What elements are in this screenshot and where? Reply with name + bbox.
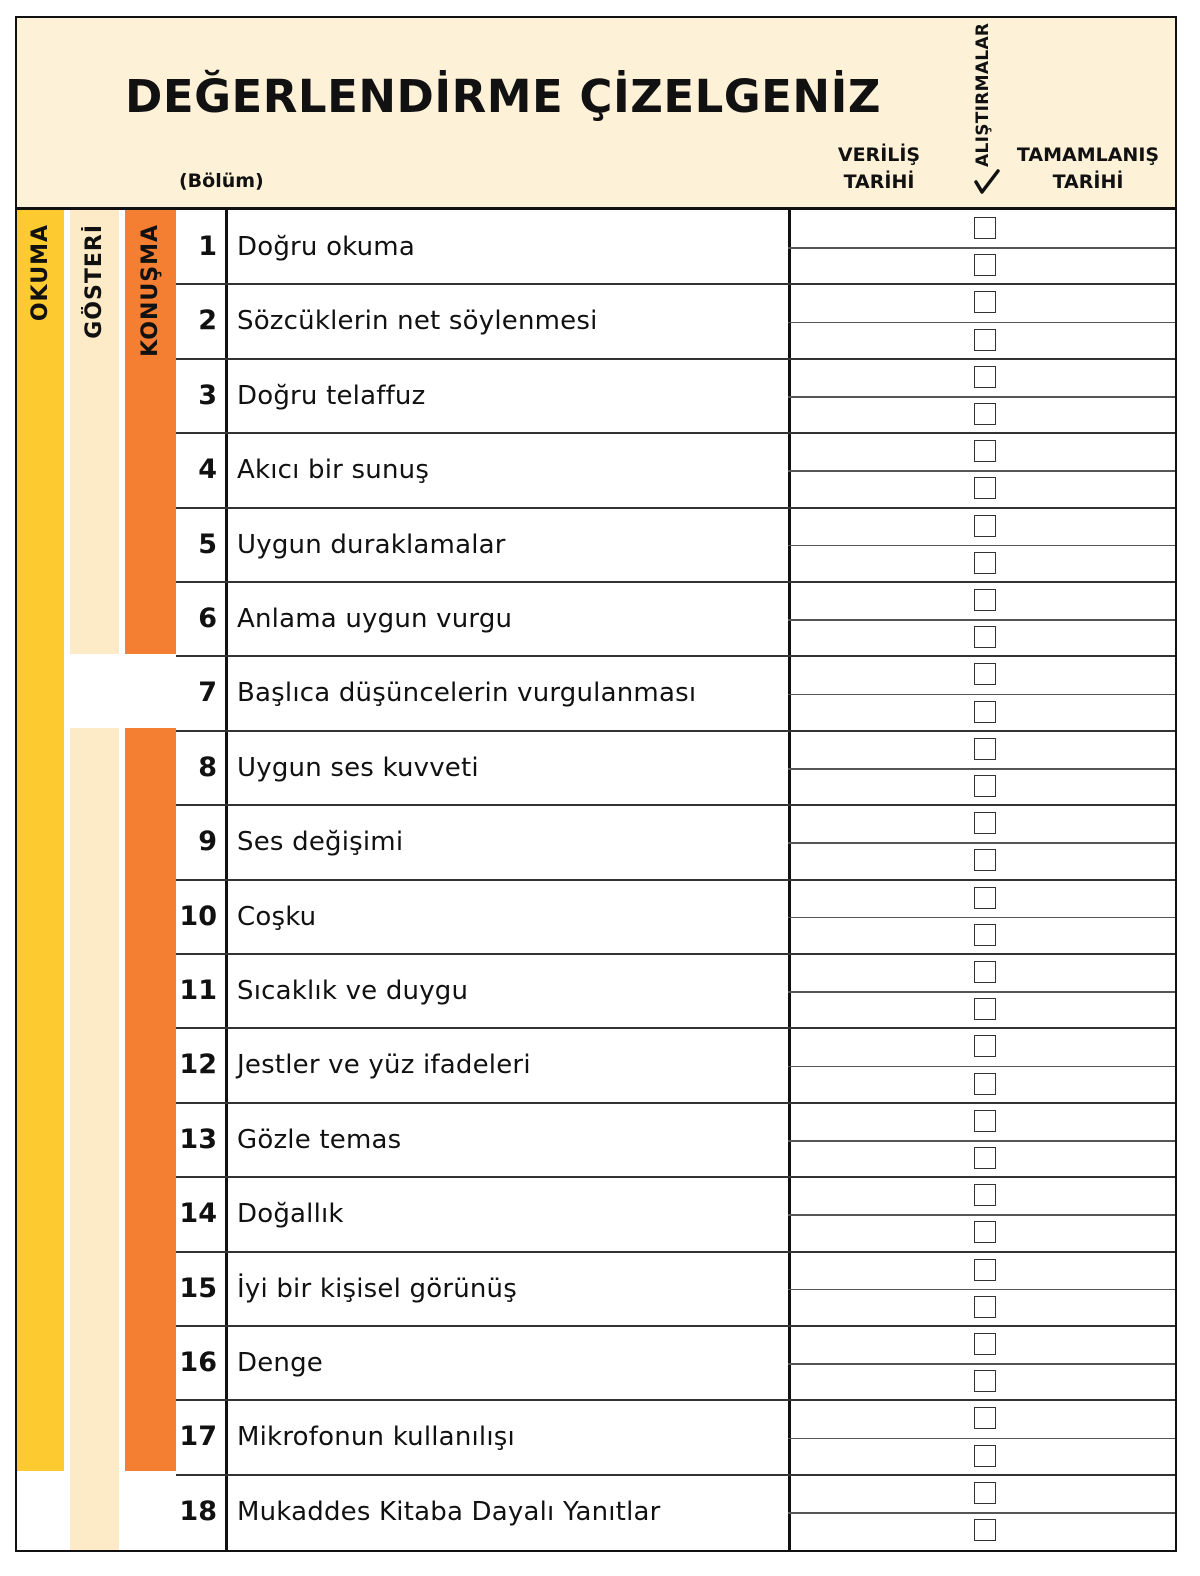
row-label: Mikrofonun kullanılışı [237, 1422, 515, 1453]
row-number: 13 [179, 1123, 217, 1155]
category-label-reading: OKUMA [28, 224, 53, 322]
checkmark-icon [973, 168, 1001, 196]
exercise-checkbox[interactable] [974, 552, 996, 574]
row-number: 2 [198, 305, 217, 337]
row-divider-half [788, 694, 1177, 696]
sheet-header [17, 18, 1175, 210]
row-label: Gözle temas [237, 1124, 402, 1155]
row-label: Doğallık [237, 1199, 344, 1230]
exercise-checkbox[interactable] [974, 1184, 996, 1206]
exercise-checkbox[interactable] [974, 1445, 996, 1467]
exercise-checkbox[interactable] [974, 440, 996, 462]
row-label: Anlama uygun vurgu [237, 604, 513, 634]
row-label: Uygun ses kuvveti [237, 752, 479, 783]
row-label: Uygun duraklamalar [237, 529, 506, 560]
exercise-checkbox[interactable] [974, 515, 996, 537]
exercise-checkbox[interactable] [974, 1482, 996, 1504]
column-header-completed-date-line1: TAMAMLANIŞ [1016, 144, 1160, 166]
row-number: 4 [198, 454, 217, 486]
row-number: 16 [179, 1347, 217, 1378]
row-divider-half [788, 768, 1177, 770]
row-divider [176, 1325, 1177, 1327]
category-bar-demonstration-continued [70, 728, 119, 1552]
category-bar-reading [17, 210, 64, 1471]
row-divider-half [788, 619, 1177, 621]
row-divider-half [788, 247, 1177, 249]
exercise-checkbox[interactable] [974, 589, 996, 611]
exercise-checkbox[interactable] [974, 812, 996, 834]
exercise-checkbox[interactable] [974, 738, 996, 760]
row-label: Jestler ve yüz ifadeleri [237, 1050, 531, 1081]
row-divider-half [788, 396, 1177, 398]
exercise-checkbox[interactable] [974, 1296, 996, 1318]
row-label: Doğru telaffuz [237, 380, 426, 411]
exercise-checkbox[interactable] [974, 924, 996, 946]
category-label-demonstration: GÖSTERİ [82, 224, 107, 339]
exercise-checkbox[interactable] [974, 329, 996, 351]
row-number: 12 [179, 1049, 217, 1081]
exercise-checkbox[interactable] [974, 961, 996, 983]
column-header-given-date-line1: VERİLİŞ [837, 144, 921, 166]
exercise-checkbox[interactable] [974, 366, 996, 388]
row-number: 10 [179, 900, 217, 932]
exercise-checkbox[interactable] [974, 291, 996, 313]
row-divider-half [788, 470, 1177, 472]
row-label: Coşku [237, 901, 317, 932]
column-header-given-date [817, 142, 941, 196]
row-number: 3 [198, 379, 217, 411]
row-label: İyi bir kişisel görünüş [237, 1273, 517, 1304]
row-number: 11 [179, 975, 217, 1006]
row-divider-half [788, 1512, 1177, 1514]
category-bar-talk [125, 210, 176, 654]
row-divider-half [788, 1438, 1177, 1440]
row-divider-half [788, 842, 1177, 844]
column-header-completed-date-line2: TARİHİ [1052, 171, 1124, 193]
exercise-checkbox[interactable] [974, 775, 996, 797]
exercise-checkbox[interactable] [974, 701, 996, 723]
exercise-checkbox[interactable] [974, 663, 996, 685]
row-number: 6 [198, 603, 217, 634]
row-label: Akıcı bir sunuş [237, 455, 430, 486]
row-divider-half [788, 545, 1177, 547]
exercise-checkbox[interactable] [974, 403, 996, 425]
row-label: Sözcüklerin net söylenmesi [237, 306, 598, 337]
category-bar-talk-continued [125, 728, 176, 1471]
exercise-checkbox[interactable] [974, 1333, 996, 1355]
exercise-checkbox[interactable] [974, 1110, 996, 1132]
row-divider-half [788, 1214, 1177, 1216]
row-number: 14 [179, 1198, 217, 1230]
exercise-checkbox[interactable] [974, 1370, 996, 1392]
row-number: 17 [179, 1421, 217, 1453]
exercise-checkbox[interactable] [974, 217, 996, 239]
number-column-divider [225, 210, 228, 1552]
row-number: 9 [198, 826, 217, 858]
column-header-given-date-line2: TARİHİ [843, 171, 915, 193]
row-number: 15 [179, 1272, 217, 1304]
row-divider-half [788, 991, 1177, 993]
page-title: DEĞERLENDİRME ÇİZELGENİZ [125, 70, 881, 123]
row-divider-half [788, 1140, 1177, 1142]
row-divider-half [788, 1363, 1177, 1365]
row-divider-half [788, 917, 1177, 919]
row-label: Başlıca düşüncelerin vurgulanması [237, 678, 697, 709]
row-label: Denge [237, 1348, 323, 1378]
row-label: Mukaddes Kitaba Dayalı Yanıtlar [237, 1496, 661, 1527]
exercise-checkbox[interactable] [974, 1147, 996, 1169]
exercise-checkbox[interactable] [974, 1221, 996, 1243]
exercise-checkbox[interactable] [974, 1035, 996, 1057]
category-bar-demonstration [70, 210, 119, 654]
row-number: 5 [198, 528, 217, 560]
column-header-exercises: ALIŞTIRMALAR [973, 22, 993, 167]
exercise-checkbox[interactable] [974, 887, 996, 909]
section-label: (Bölüm) [179, 170, 264, 192]
row-label: Sıcaklık ve duygu [237, 976, 469, 1006]
row-divider [176, 879, 1177, 881]
row-divider-half [788, 322, 1177, 324]
row-number: 18 [179, 1495, 217, 1527]
exercise-checkbox[interactable] [974, 626, 996, 648]
row-number: 1 [198, 231, 217, 262]
row-label: Doğru okuma [237, 232, 415, 262]
exercise-checkbox[interactable] [974, 1259, 996, 1281]
exercise-checkbox[interactable] [974, 998, 996, 1020]
evaluation-sheet [15, 16, 1177, 1552]
row-divider-half [788, 1289, 1177, 1291]
exercise-checkbox[interactable] [974, 1073, 996, 1095]
row-number: 8 [198, 751, 217, 783]
exercise-checkbox[interactable] [974, 1519, 996, 1541]
exercise-checkbox[interactable] [974, 254, 996, 276]
row-number: 7 [198, 677, 217, 709]
row-label: Ses değişimi [237, 827, 404, 858]
exercise-checkbox[interactable] [974, 1407, 996, 1429]
exercise-checkbox[interactable] [974, 477, 996, 499]
category-label-talk: KONUŞMA [138, 224, 163, 357]
label-column-divider [788, 210, 791, 1552]
exercise-checkbox[interactable] [974, 849, 996, 871]
column-header-completed-date [1013, 142, 1163, 196]
row-divider-half [788, 1066, 1177, 1068]
